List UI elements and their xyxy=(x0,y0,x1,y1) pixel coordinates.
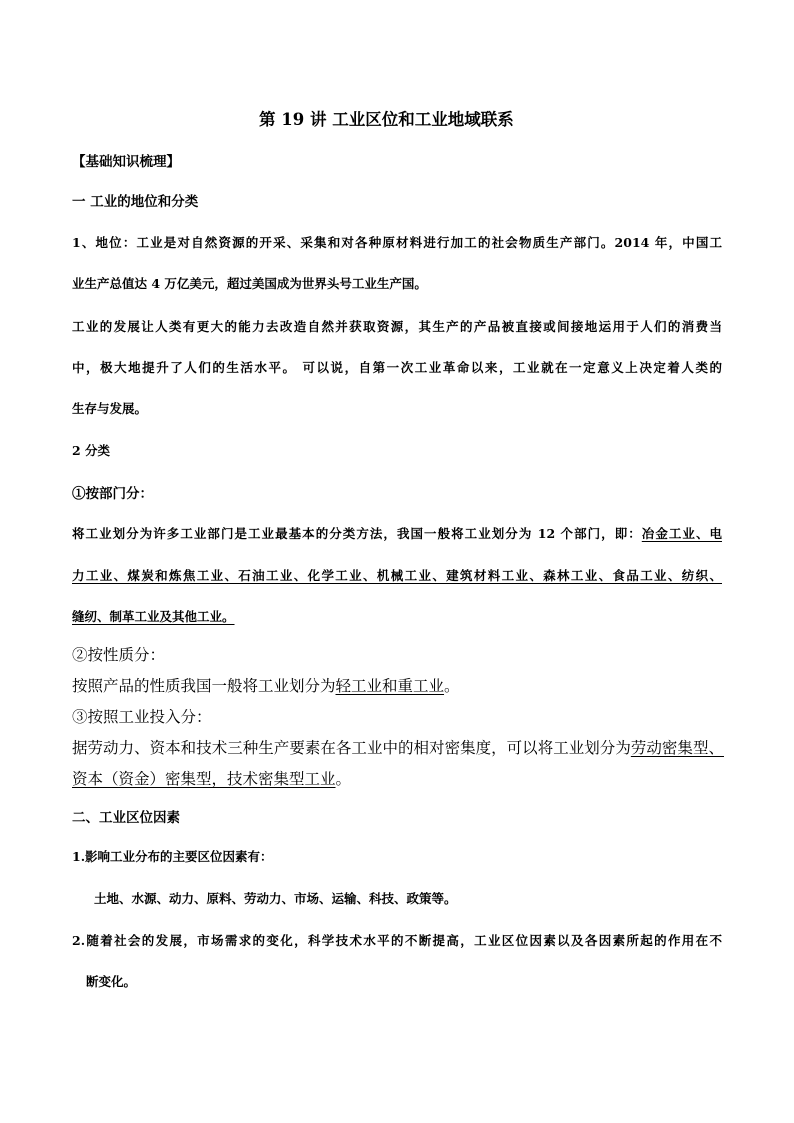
heading-industry-status: 一 工业的地位和分类 xyxy=(72,194,199,210)
labor-intensive: 劳动密集型、 xyxy=(630,739,724,757)
nature-text-plain: 按照产品的性质我国一般将工业划分为 xyxy=(72,677,336,695)
factors-change-line1: 2.随着社会的发展，市场需求的变化，科学技术水平的不断提高，工业区位因素以及各因素所起的作用在不 xyxy=(72,933,722,948)
subheading-by-input: ③按照工业投入分： xyxy=(72,708,212,726)
heading-location-factors: 二、工业区位因素 xyxy=(72,810,180,826)
factors-change-line2: 断变化。 xyxy=(86,974,137,989)
paragraph-development-line3: 生存与发展。 xyxy=(72,401,148,416)
light-heavy-industry: 轻工业和重工业 xyxy=(335,677,445,695)
question-main-factors: 1.影响工业分布的主要区位因素有： xyxy=(72,849,273,864)
input-text-line2 xyxy=(72,767,351,789)
sector-text-line1 xyxy=(72,524,722,542)
subheading-by-sector: ①按部门分： xyxy=(72,486,153,502)
nature-text-end: 。 xyxy=(444,677,460,695)
input-text-plain: 据劳动力、资本和技术三种生产要素在各工业中的相对密集度，可以将工业划分为 xyxy=(72,739,631,757)
heading-classification: 2 分类 xyxy=(72,443,111,458)
nature-text xyxy=(72,674,460,696)
input-text-line1 xyxy=(72,736,724,758)
capital-tech-intensive: 资本（资金）密集型，技术密集型工业 xyxy=(72,770,336,788)
paragraph-development-line1: 工业的发展让人类有更大的能力去改造自然并获取资源，其生产的产品被直接或间接地运用于人们的消费当 xyxy=(72,319,722,334)
main-factors-list: 土地、水源、动力、原料、劳动力、市场、运输、科技、政策等。 xyxy=(94,891,457,906)
sector-list-line3: 缝纫、制革工业及其他工业。 xyxy=(72,609,235,624)
page-title: 第 19 讲 工业区位和工业地域联系 xyxy=(259,110,514,129)
sector-list-start: 冶金工业、电 xyxy=(641,526,722,541)
subheading-by-nature: ②按性质分： xyxy=(72,646,166,664)
paragraph-status-line1: 1、地位：工业是对自然资源的开采、采集和对各种原材料进行加工的社会物质生产部门。2014 年，中国工 xyxy=(72,235,722,250)
paragraph-development-line2: 中，极大地提升了人们的生活水平。 可以说，自第一次工业革命以来，工业就在一定意义上决定着人类的 xyxy=(72,360,722,375)
sector-list-line2: 力工业、煤炭和炼焦工业、石油工业、化学工业、机械工业、建筑材料工业、森林工业、食品工业、纺织、 xyxy=(72,568,722,583)
section-tag: 【基础知识梳理】 xyxy=(72,154,180,170)
sector-text-plain: 将工业划分为许多工业部门是工业最基本的分类方法，我国一般将工业划分为 12 个部门，即： xyxy=(72,526,642,541)
paragraph-status-line2: 业生产总值达 4 万亿美元，超过美国成为世界头号工业生产国。 xyxy=(72,276,427,291)
input-text-end: 。 xyxy=(335,770,352,788)
